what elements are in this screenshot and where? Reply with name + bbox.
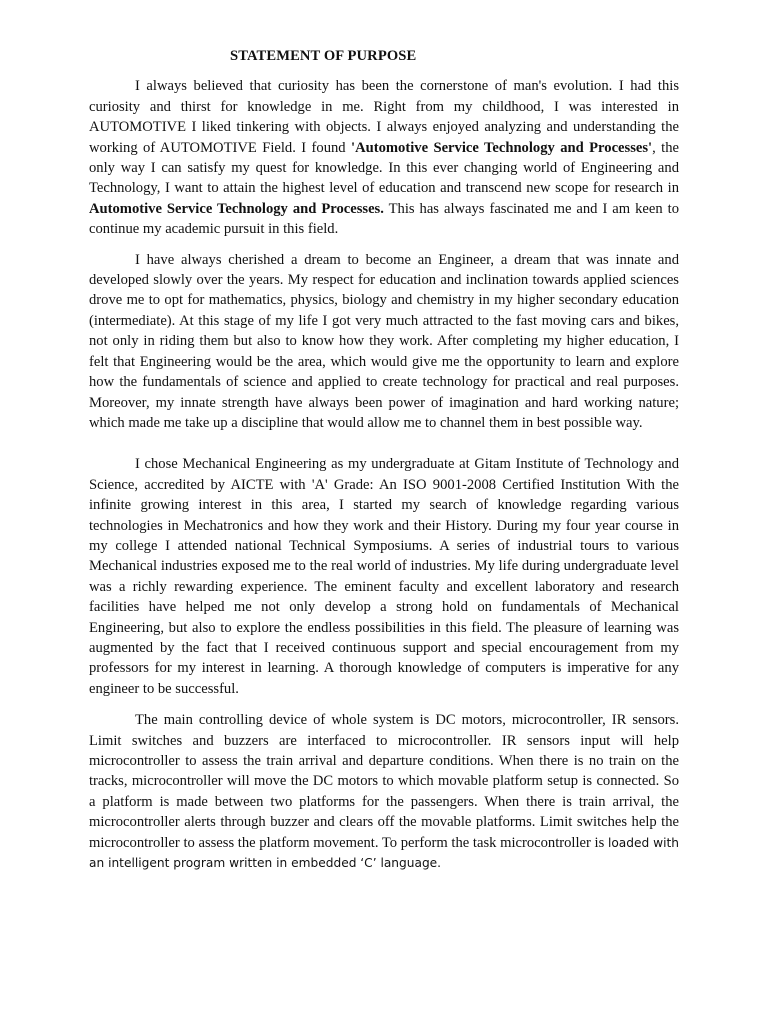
- paragraph-4-text-end: loaded with an intelligent program written in embedded ‘C’ language.: [89, 835, 679, 871]
- paragraph-1: [89, 76, 679, 239]
- paragraph-4: [89, 710, 679, 873]
- paragraph-1-text-end: This has always fascinated me and I am keen to continue my academic pursuit in this field.: [89, 200, 679, 238]
- paragraph-1-bold-phrase-2: Automotive Service Technology and Processes.: [89, 200, 384, 217]
- page-title: STATEMENT OF PURPOSE: [230, 48, 417, 64]
- paragraph-4-text: The main controlling device of whole system is DC motors, microcontroller, IR sensors. Limit switches and buzzers are interfaced to microcontroller. IR sensors input will help microcontroller to assess the train arrival and departure conditions. When there is no train on the tracks, microcontroller will move the DC motors to which movable platform setup is connected. So a platform is made between two platforms for the passengers. When there is train arrival, the microcontroller alerts through buzzer and clears off the movable platforms. Limit switches help the microcontroller to assess the platform movement. To perform the task microcontroller is: [89, 712, 679, 851]
- paragraph-2: [89, 250, 679, 434]
- paragraph-1-bold-phrase-1: 'Automotive Service Technology and Processes': [351, 139, 653, 156]
- paragraph-3: [89, 454, 679, 699]
- paragraph-1-text-cont: , the only way I can satisfy my quest for knowledge. In this ever changing world of Engineering and Technology, I want to attain the highest level of education and transcend new scope for research in: [89, 139, 679, 197]
- paragraph-2-text: I have always cherished a dream to become an Engineer, a dream that was innate and developed slowly over the years. My respect for education and inclination towards applied sciences drove me to opt for mathematics, physics, biology and chemistry in my higher secondary education (intermediate). At this stage of my life I got very much attracted to the fast moving cars and bikes, not only in riding them but also to know how they work. After completing my higher education, I felt that Engineering would be the area, which would give me the opportunity to learn and explore how the fundamentals of science and applied to create technology for practical and real purposes. Moreover, my innate strength have always been power of imagination and hard working nature; which made me take up a discipline that would allow me to channel them in best possible way.: [89, 251, 679, 431]
- paragraph-3-text: I chose Mechanical Engineering as my undergraduate at Gitam Institute of Technology and Science, accredited by AICTE with 'A' Grade: An ISO 9001-2008 Certified Institution With the infinite growing interest in this area, I started my search of knowledge regarding various technologies in Mechatronics and how they work and their History. During my four year course in my college I attended national Technical Symposiums. A series of industrial tours to various Mechanical industries exposed me to the real world of industries. My life during undergraduate level was a richly rewarding experience. The eminent faculty and excellent laboratory and research facilities have helped me not only develop a strong hold on fundamentals of Mechanical Engineering, but also to explore the endless possibilities in this field. The pleasure of learning was augmented by the fact that I received continuous support and special encouragement from my professors for my interest in learning. A thorough knowledge of computers is imperative for any engineer to be successful.: [89, 456, 679, 697]
- paragraph-1-text: I always believed that curiosity has been the cornerstone of man's evolution. I had this curiosity and thirst for knowledge in me. Right from my childhood, I was interested in AUTOMOTIVE I liked tinkering with objects. I always enjoyed analyzing and understanding the working of AUTOMOTIVE Field. I found: [89, 78, 679, 156]
- document-page: [89, 40, 679, 873]
